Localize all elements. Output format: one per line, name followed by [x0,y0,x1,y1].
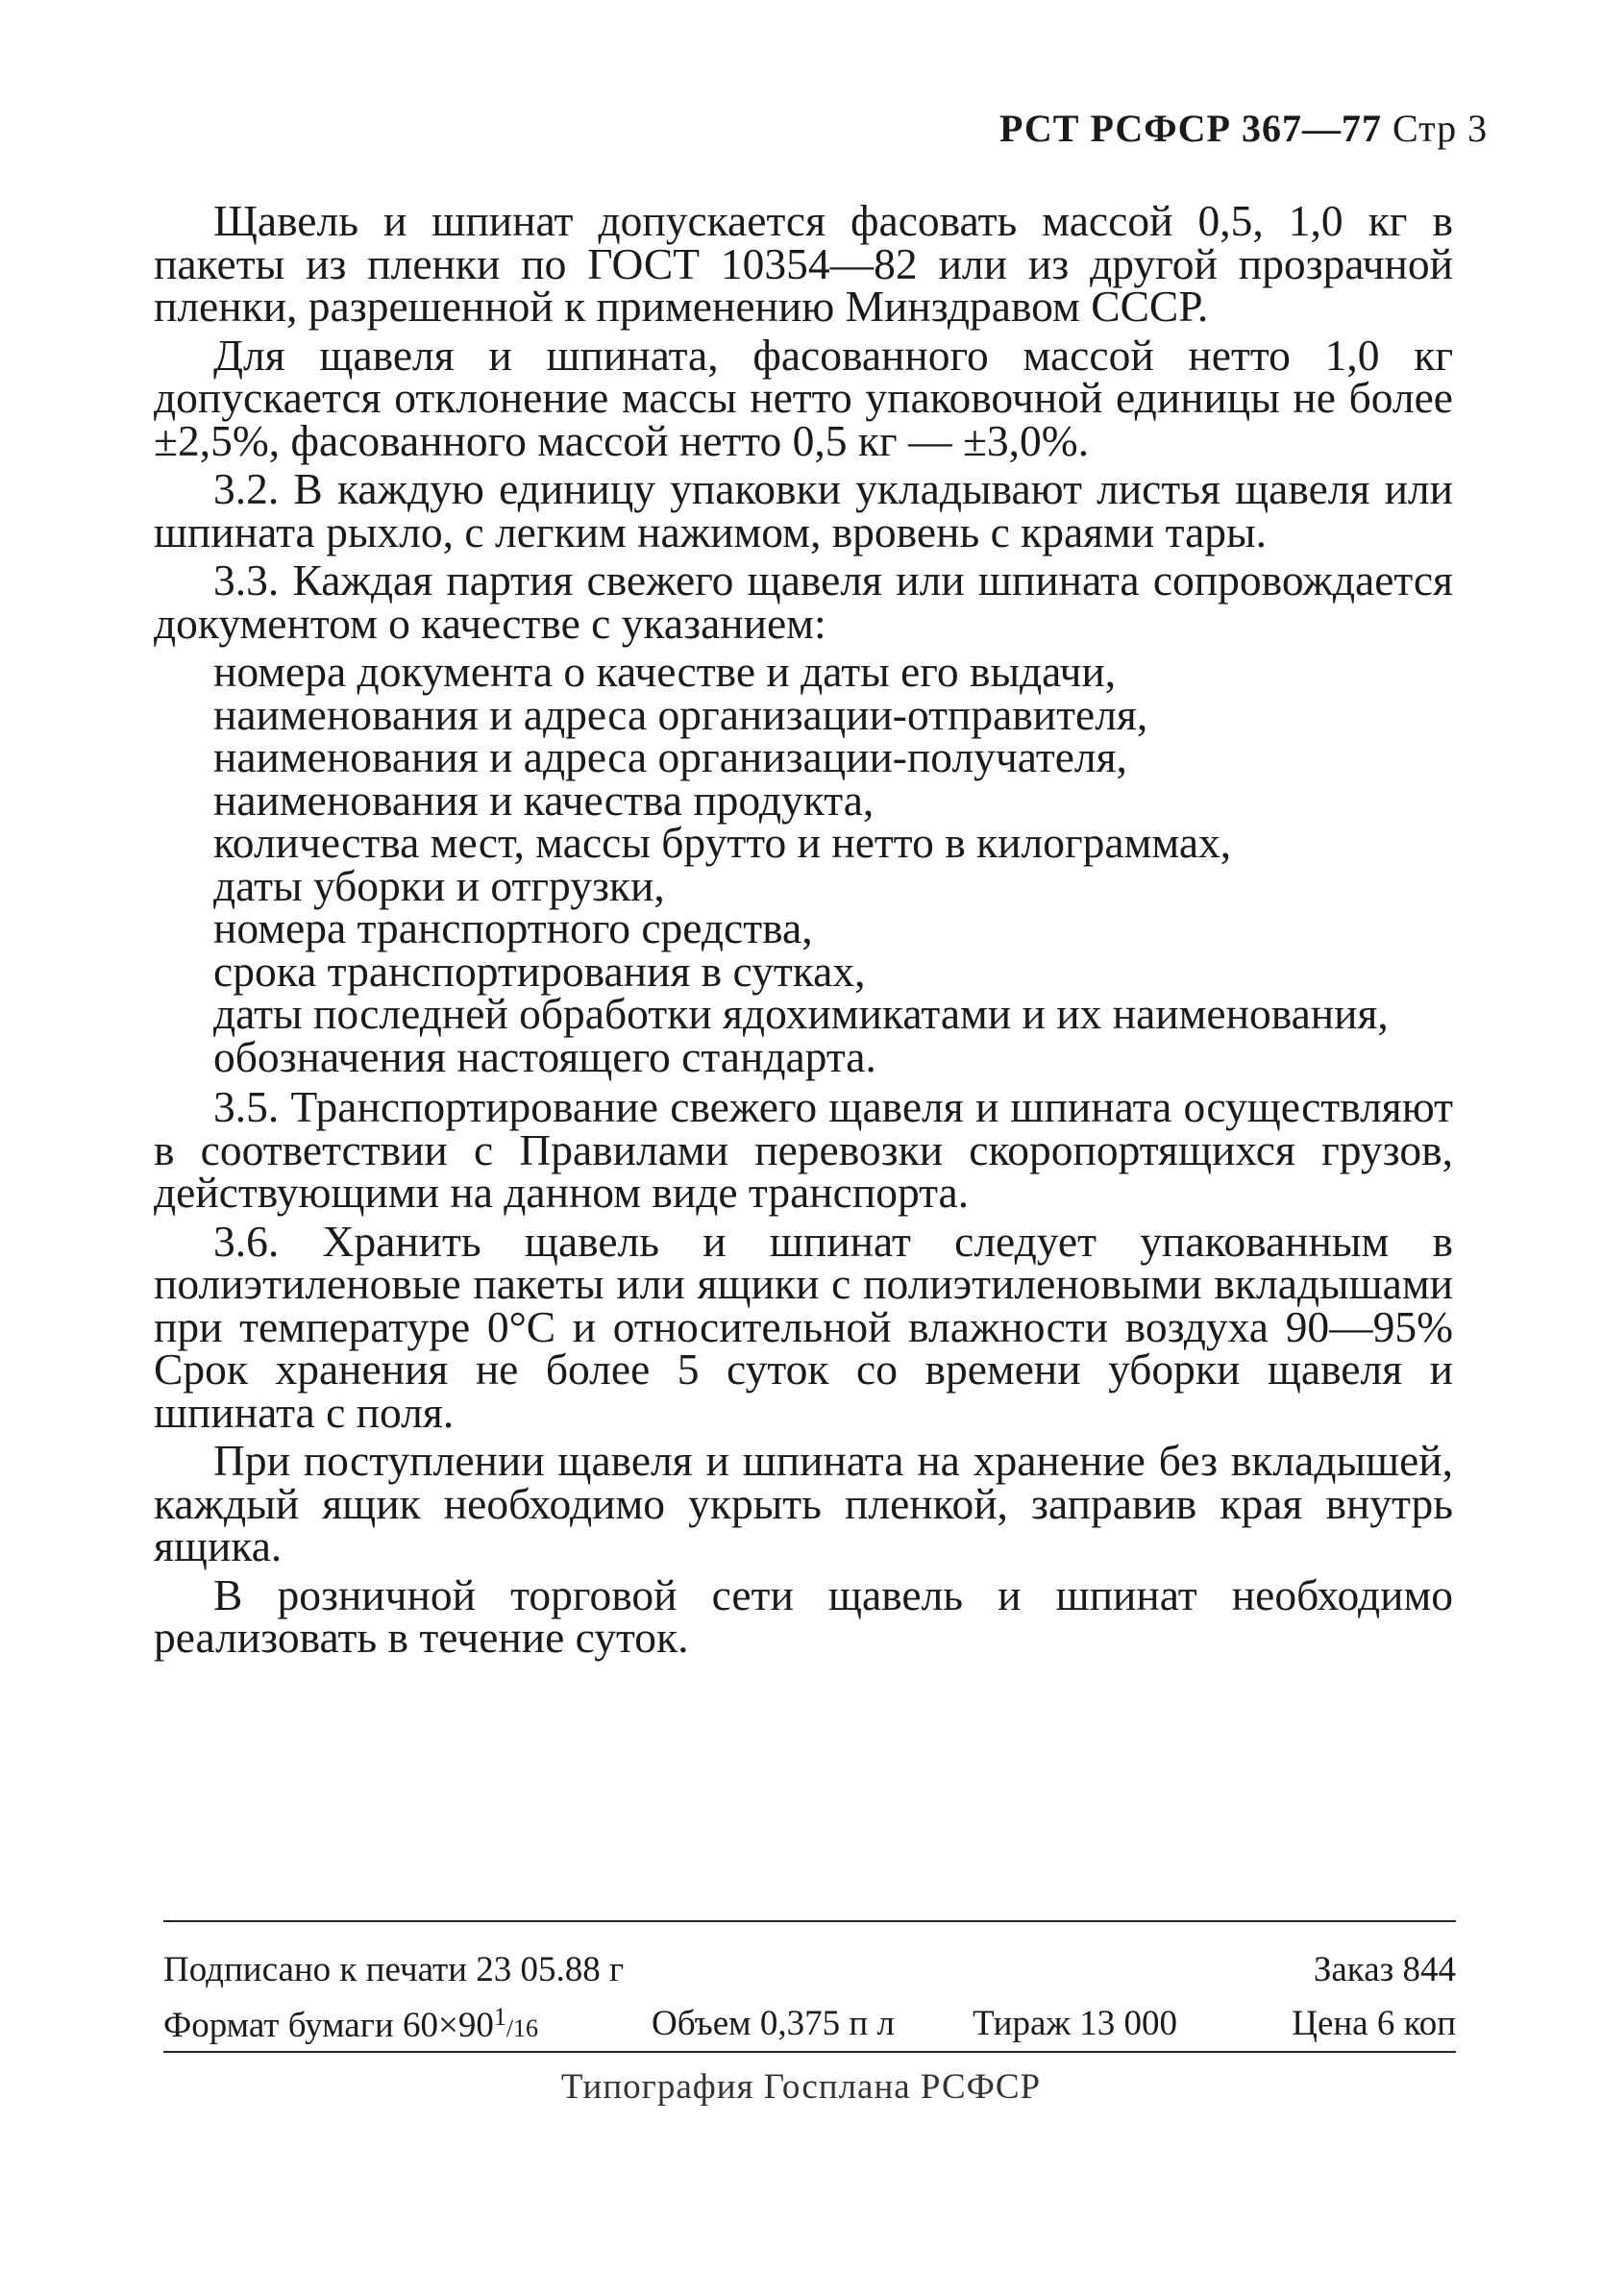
list-item: наименования и качества продукта, [213,775,875,825]
standard-number: РСТ РСФСР 367—77 [999,107,1382,150]
document-body [154,196,1453,1666]
running-header [999,106,1489,151]
paragraph: 3.6. Хранить щавель и шпинат следует упакованным в полиэтиленовые пакеты или ящики с полиэтиленовыми вкладышами при температуре 0°С и относительной влажности воздуха 90—95% Срок хранения не более 5 суток со времени уборки щавеля и шпината с поля. [154,1216,1453,1437]
volume: Объем 0,375 п л [652,2004,895,2043]
page-number: Стр 3 [1392,107,1489,150]
paper-format: Формат бумаги $60\times 90^1/16$ [163,2003,539,2045]
paragraph: 3.5. Транспортирование свежего щавеля и шпината осуществляют в соответствии с Правилами перевозки скоропортящихся грузов, действующими на данном виде транспорта. [154,1082,1453,1217]
paragraph: 3.2. В каждую единицу упаковки укладывают листья щавеля или шпината рыхло, с легким нажимом, вровень с краями тары. [154,464,1453,556]
price: Цена 6 коп [1292,2004,1456,2043]
list-item: срока транспортирования в сутках, [213,946,866,996]
list-item: наименования и адреса организации-отправителя, [213,689,1148,739]
list-item: номера документа о качестве и даты его выдачи, [213,647,1117,696]
quality-document-list [154,647,1453,1081]
imprint-bottom-rule [163,2051,1456,2053]
paragraph: При поступлении щавеля и шпината на хранение без вкладышей, каждый ящик необходимо укрыть пленкой, заправив края внутрь ящика. [154,1436,1453,1570]
imprint-top-rule [163,1920,1456,1922]
printer-name: Типография Госплана РСФСР [560,2067,1042,2107]
signed-date: Подписано к печати 23 05.88 г [163,1950,625,1989]
list-item: обозначения настоящего стандарта. [213,1031,876,1081]
list-item: даты последней обработки ядохимикатами и их наименования, [213,989,1389,1038]
print-run: Тираж 13 000 [973,2004,1177,2043]
list-item: даты уборки и отгрузки, [213,860,665,910]
paragraph: Щавель и шпинат допускается фасовать массой 0,5, 1,0 кг в пакеты из пленки по ГОСТ 10354—82 или из другой прозрачной пленки, разрешенной к применению Минздравом СССР. [154,196,1453,331]
order-number: Заказ 844 [1313,1950,1456,1989]
paragraph: В розничной торговой сети щавель и шпинат необходимо реализовать в течение суток. [154,1569,1453,1662]
paragraph: Для щавеля и шпината, фасованного массой нетто 1,0 кг допускается отклонение массы нетто упаковочной единицы не более ±2,5%, фасованного массой нетто 0,5 кг — ±3,0%. [154,330,1453,465]
list-item: количества мест, массы брутто и нетто в килограммах, [213,818,1232,867]
paragraph: 3.3. Каждая партия свежего щавеля или шпината сопровождается документом о качестве с указанием: [154,555,1453,648]
list-item: номера транспортного средства, [213,903,813,952]
list-item: наименования и адреса организации-получателя, [213,732,1127,781]
